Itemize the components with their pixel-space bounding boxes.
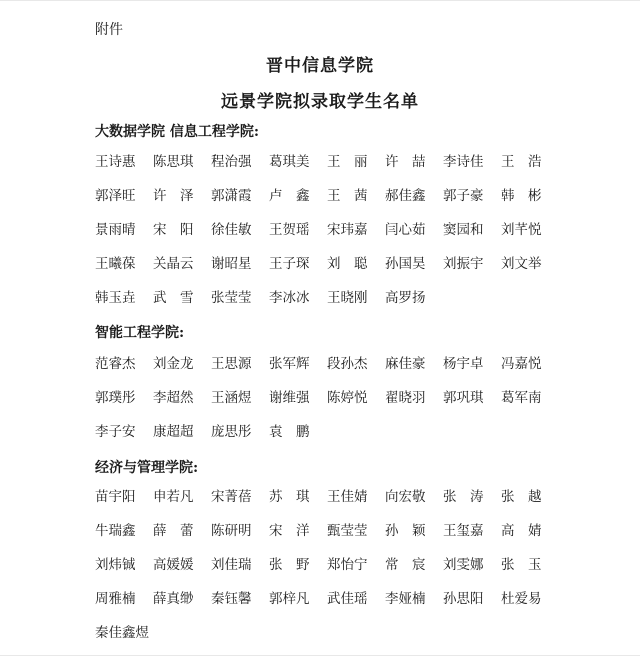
student-name: 陈思琪 — [153, 154, 194, 170]
student-name: 谢昭星 — [211, 256, 252, 272]
student-name: 许 泽 — [153, 188, 194, 204]
student-name: 刘佳瑞 — [211, 557, 252, 573]
student-name: 康超超 — [153, 424, 194, 440]
student-name: 张 涛 — [443, 489, 484, 505]
student-name: 陈婷悦 — [327, 390, 368, 406]
student-name: 李诗佳 — [443, 154, 484, 170]
student-name: 韩玉垚 — [95, 290, 136, 306]
student-name: 高罗扬 — [385, 290, 426, 306]
section-heading-bigdata: 大数据学院 信息工程学院: — [95, 124, 260, 140]
student-name: 武 雪 — [153, 290, 194, 306]
student-name: 卢 鑫 — [269, 188, 310, 204]
student-name: 冯嘉悦 — [501, 356, 542, 372]
student-name: 王涵煜 — [211, 390, 252, 406]
student-name: 关晶云 — [153, 256, 194, 272]
student-name: 段孙杰 — [327, 356, 368, 372]
student-name: 武佳瑶 — [327, 591, 368, 607]
name-list-bigdata — [95, 153, 575, 323]
student-name: 袁 鹏 — [269, 424, 310, 440]
student-name: 闫心茹 — [385, 222, 426, 238]
attachment-label: 附件 — [95, 22, 123, 38]
student-name: 刘金龙 — [153, 356, 194, 372]
student-name: 张 越 — [501, 489, 542, 505]
student-name: 王思源 — [211, 356, 252, 372]
student-name: 孙思阳 — [443, 591, 484, 607]
student-name: 向宏敬 — [385, 489, 426, 505]
student-name: 杜爱易 — [501, 591, 542, 607]
name-list-intelligent-engineering — [95, 355, 575, 457]
student-name: 张莹莹 — [211, 290, 252, 306]
student-name: 郭璞彤 — [95, 390, 136, 406]
student-name: 秦钰馨 — [211, 591, 252, 607]
student-name: 王贺瑶 — [269, 222, 310, 238]
student-name: 杨宇卓 — [443, 356, 484, 372]
student-name: 张 野 — [269, 557, 310, 573]
student-name: 翟晓羽 — [385, 390, 426, 406]
student-name: 刘炜铖 — [95, 557, 136, 573]
student-name: 麻佳豪 — [385, 356, 426, 372]
student-name: 高 婧 — [501, 523, 542, 539]
document-subtitle: 远景学院拟录取学生名单 — [221, 92, 419, 112]
student-name: 苏 琪 — [269, 489, 310, 505]
student-name: 王 丽 — [327, 154, 368, 170]
section-heading-intelligent-engineering: 智能工程学院: — [95, 325, 185, 341]
student-name: 李超然 — [153, 390, 194, 406]
student-name: 秦佳鑫煜 — [95, 625, 149, 641]
student-name: 宋菁蓓 — [211, 489, 252, 505]
student-name: 郝佳鑫 — [385, 188, 426, 204]
student-name: 王 茜 — [327, 188, 368, 204]
student-name: 郭潇霞 — [211, 188, 252, 204]
student-name: 李冰冰 — [269, 290, 310, 306]
student-name: 王晓刚 — [327, 290, 368, 306]
student-name: 高媛媛 — [153, 557, 194, 573]
student-name: 王诗惠 — [95, 154, 136, 170]
student-name: 苗宇阳 — [95, 489, 136, 505]
student-name: 郭子豪 — [443, 188, 484, 204]
student-name: 刘 聪 — [327, 256, 368, 272]
student-name: 薛 蕾 — [153, 523, 194, 539]
student-name: 景雨晴 — [95, 222, 136, 238]
student-name: 庞思彤 — [211, 424, 252, 440]
student-name: 郭泽旺 — [95, 188, 136, 204]
student-name: 宋玮嘉 — [327, 222, 368, 238]
student-name: 薛真缈 — [153, 591, 194, 607]
student-name: 李娅楠 — [385, 591, 426, 607]
student-name: 韩 彬 — [501, 188, 542, 204]
student-name: 葛军南 — [501, 390, 542, 406]
student-name: 范睿杰 — [95, 356, 136, 372]
student-name: 甄莹莹 — [327, 523, 368, 539]
student-name: 程治强 — [211, 154, 252, 170]
name-list-economics-management — [95, 488, 575, 658]
section-heading-economics-management: 经济与管理学院: — [95, 460, 199, 476]
student-name: 张 玉 — [501, 557, 542, 573]
student-name: 周雅楠 — [95, 591, 136, 607]
student-name: 郑怡宁 — [327, 557, 368, 573]
student-name: 许 喆 — [385, 154, 426, 170]
student-name: 王玺嘉 — [443, 523, 484, 539]
student-name: 张军辉 — [269, 356, 310, 372]
student-name: 王 浩 — [501, 154, 542, 170]
student-name: 刘文举 — [501, 256, 542, 272]
student-name: 陈研明 — [211, 523, 252, 539]
student-name: 王佳婧 — [327, 489, 368, 505]
student-name: 宋 阳 — [153, 222, 194, 238]
student-name: 孙国昊 — [385, 256, 426, 272]
student-name: 徐佳敏 — [211, 222, 252, 238]
student-name: 申若凡 — [153, 489, 194, 505]
student-name: 常 宸 — [385, 557, 426, 573]
student-name: 郭巩琪 — [443, 390, 484, 406]
student-name: 牛瑞鑫 — [95, 523, 136, 539]
student-name: 宋 洋 — [269, 523, 310, 539]
student-name: 刘芊悦 — [501, 222, 542, 238]
student-name: 刘雯娜 — [443, 557, 484, 573]
student-name: 谢维强 — [269, 390, 310, 406]
document-title: 晋中信息学院 — [266, 56, 374, 76]
student-name: 窦园和 — [443, 222, 484, 238]
student-name: 王曦葆 — [95, 256, 136, 272]
student-name: 郭梓凡 — [269, 591, 310, 607]
page-top-edge — [0, 0, 640, 1]
student-name: 葛琪美 — [269, 154, 310, 170]
student-name: 王子琛 — [269, 256, 310, 272]
student-name: 刘振宇 — [443, 256, 484, 272]
student-name: 李子安 — [95, 424, 136, 440]
student-name: 孙 颖 — [385, 523, 426, 539]
